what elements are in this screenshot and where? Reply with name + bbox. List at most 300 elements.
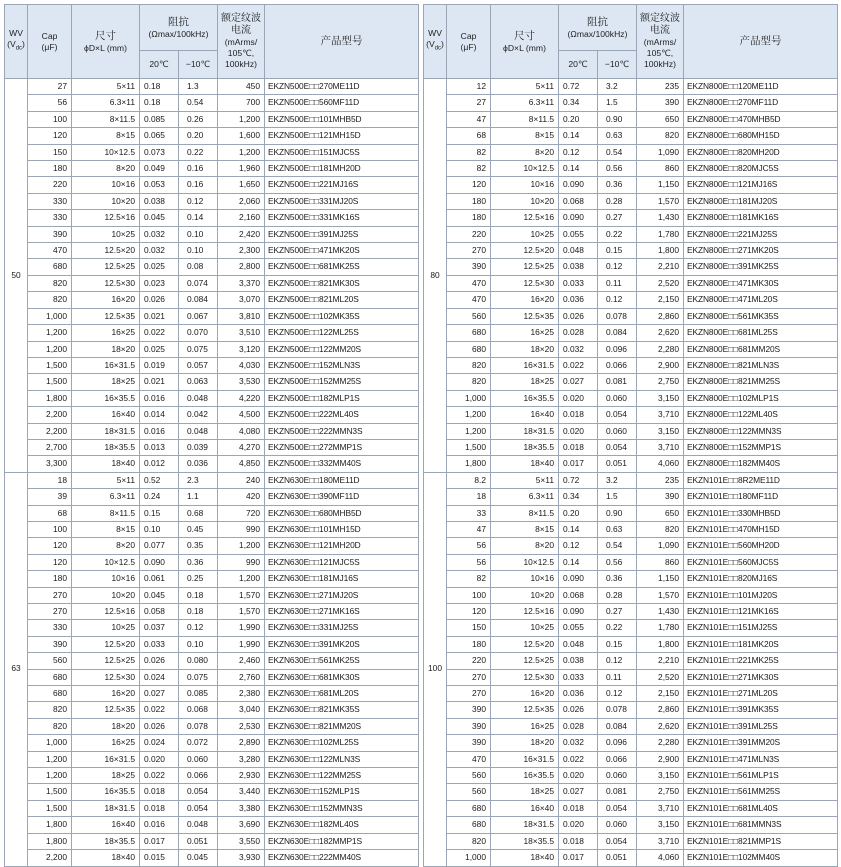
table-row — [5, 636, 419, 652]
part-number-cell: EKZN500E□□821MK30S — [265, 275, 419, 291]
part-number-cell: EKZN101E□□8R2ME11D — [684, 472, 838, 488]
ripple-cell: 4,080 — [218, 423, 265, 439]
ripple-cell: 2,750 — [637, 784, 684, 800]
ripple-cell: 2,750 — [637, 374, 684, 390]
table-row — [5, 325, 419, 341]
cap-cell: 1,200 — [28, 341, 72, 357]
cap-cell: 1,500 — [28, 800, 72, 816]
cap-cell: 1,000 — [447, 390, 491, 406]
header-imp-minus10c-label: −10℃ — [185, 59, 211, 69]
imp-minus10c-cell: 0.070 — [179, 325, 218, 341]
cap-cell: 27 — [447, 95, 491, 111]
cap-cell: 1,000 — [28, 735, 72, 751]
imp-20c-cell: 0.18 — [140, 79, 179, 95]
header-part-number — [265, 5, 419, 79]
table-row — [5, 718, 419, 734]
part-number-cell: EKZN630E□□271MK16S — [265, 604, 419, 620]
table-row — [424, 243, 838, 259]
imp-20c-cell: 0.018 — [559, 439, 598, 455]
imp-minus10c-cell: 0.039 — [179, 439, 218, 455]
header-cap — [28, 5, 72, 79]
part-number-cell: EKZN800E□□471ML20S — [684, 292, 838, 308]
cap-cell: 820 — [28, 718, 72, 734]
part-number-cell: EKZN500E□□391MJ25S — [265, 226, 419, 242]
size-cell: 8×15 — [72, 128, 140, 144]
ripple-cell: 3,530 — [218, 374, 265, 390]
cap-cell: 820 — [28, 275, 72, 291]
header-imp-20c — [140, 51, 179, 79]
cap-cell: 1,200 — [28, 751, 72, 767]
size-cell: 10×25 — [491, 620, 559, 636]
imp-20c-cell: 0.026 — [559, 702, 598, 718]
cap-cell: 560 — [28, 653, 72, 669]
part-number-cell: EKZN630E□□122MM25S — [265, 768, 419, 784]
size-cell: 10×16 — [491, 571, 559, 587]
table-row — [424, 718, 838, 734]
imp-20c-cell: 0.18 — [140, 95, 179, 111]
imp-minus10c-cell: 0.085 — [179, 686, 218, 702]
table-row — [5, 472, 419, 488]
part-number-cell: EKZN630E□□821MK35S — [265, 702, 419, 718]
table-row — [424, 308, 838, 324]
ripple-cell: 3,150 — [637, 768, 684, 784]
imp-20c-cell: 0.033 — [140, 636, 179, 652]
part-number-cell: EKZN800E□□122MMN3S — [684, 423, 838, 439]
part-number-cell: EKZN101E□□681MMN3S — [684, 817, 838, 833]
size-cell: 18×40 — [72, 850, 140, 866]
table-row — [5, 538, 419, 554]
header-impedance-label: 阻抗 — [168, 15, 189, 28]
ripple-cell: 2,930 — [218, 768, 265, 784]
part-number-cell: EKZN630E□□561MK25S — [265, 653, 419, 669]
imp-minus10c-cell: 0.078 — [179, 718, 218, 734]
size-cell: 18×35.5 — [72, 439, 140, 455]
table-row — [424, 128, 838, 144]
cap-cell: 680 — [447, 800, 491, 816]
imp-20c-cell: 0.022 — [559, 751, 598, 767]
size-cell: 16×40 — [72, 407, 140, 423]
size-cell: 10×20 — [491, 193, 559, 209]
imp-minus10c-cell: 0.63 — [598, 521, 637, 537]
part-number-cell: EKZN101E□□470MH15D — [684, 521, 838, 537]
part-number-cell: EKZN500E□□560MF11D — [265, 95, 419, 111]
header-ripple-line3: (mArms/ — [643, 37, 677, 47]
size-cell: 8×11.5 — [491, 505, 559, 521]
ripple-cell: 2,900 — [637, 751, 684, 767]
imp-minus10c-cell: 0.066 — [598, 357, 637, 373]
part-number-cell: EKZN800E□□182MM40S — [684, 456, 838, 472]
imp-20c-cell: 0.018 — [559, 800, 598, 816]
size-cell: 8×20 — [491, 538, 559, 554]
header-size-unit: ϕD×L (mm) — [84, 42, 127, 53]
cap-cell: 1,200 — [447, 423, 491, 439]
ripple-cell: 4,850 — [218, 456, 265, 472]
ripple-cell: 3,510 — [218, 325, 265, 341]
imp-20c-cell: 0.34 — [559, 95, 598, 111]
imp-20c-cell: 0.033 — [559, 669, 598, 685]
imp-20c-cell: 0.020 — [559, 817, 598, 833]
size-cell: 16×40 — [491, 800, 559, 816]
imp-20c-cell: 0.037 — [140, 620, 179, 636]
size-cell: 18×35.5 — [491, 833, 559, 849]
ripple-cell: 2,620 — [637, 718, 684, 734]
ripple-cell: 235 — [637, 472, 684, 488]
imp-20c-cell: 0.027 — [559, 784, 598, 800]
imp-minus10c-cell: 0.081 — [598, 784, 637, 800]
part-number-cell: EKZN500E□□331MJ20S — [265, 193, 419, 209]
imp-20c-cell: 0.34 — [559, 489, 598, 505]
imp-20c-cell: 0.058 — [140, 604, 179, 620]
part-number-cell: EKZN101E□□560MH20D — [684, 538, 838, 554]
imp-minus10c-cell: 0.54 — [179, 95, 218, 111]
header-part-label: 产品型号 — [320, 35, 363, 47]
imp-20c-cell: 0.045 — [140, 210, 179, 226]
imp-minus10c-cell: 0.054 — [179, 784, 218, 800]
size-cell: 18×35.5 — [72, 833, 140, 849]
cap-cell: 68 — [28, 505, 72, 521]
size-cell: 12.5×20 — [491, 636, 559, 652]
cap-cell: 27 — [28, 79, 72, 95]
wv-group-cell: 80 — [424, 79, 447, 473]
imp-20c-cell: 0.12 — [559, 538, 598, 554]
table-row — [424, 390, 838, 406]
ripple-cell: 860 — [637, 554, 684, 570]
imp-minus10c-cell: 0.56 — [598, 554, 637, 570]
ripple-cell: 1,200 — [218, 538, 265, 554]
part-number-cell: EKZN500E□□152MLN3S — [265, 357, 419, 373]
imp-minus10c-cell: 0.36 — [179, 554, 218, 570]
cap-cell: 220 — [28, 177, 72, 193]
size-cell: 12.5×30 — [72, 275, 140, 291]
size-cell: 16×35.5 — [72, 784, 140, 800]
header-wv-label: WV — [428, 28, 442, 39]
size-cell: 18×25 — [72, 768, 140, 784]
table-row — [5, 833, 419, 849]
imp-minus10c-cell: 0.072 — [179, 735, 218, 751]
part-number-cell: EKZN800E□□122ML40S — [684, 407, 838, 423]
imp-20c-cell: 0.085 — [140, 111, 179, 127]
imp-20c-cell: 0.016 — [140, 423, 179, 439]
part-number-cell: EKZN630E□□681MK30S — [265, 669, 419, 685]
table-row — [424, 79, 838, 95]
imp-20c-cell: 0.72 — [559, 79, 598, 95]
header-cap — [447, 5, 491, 79]
imp-20c-cell: 0.090 — [140, 554, 179, 570]
size-cell: 18×25 — [491, 784, 559, 800]
size-cell: 16×40 — [72, 817, 140, 833]
imp-20c-cell: 0.017 — [559, 850, 598, 866]
imp-minus10c-cell: 0.08 — [179, 259, 218, 275]
table-row — [5, 456, 419, 472]
part-number-cell: EKZN101E□□330MHB5D — [684, 505, 838, 521]
cap-cell: 820 — [447, 833, 491, 849]
header-cap-unit: (μF) — [41, 41, 58, 52]
table-row — [424, 587, 838, 603]
size-cell: 8×11.5 — [72, 111, 140, 127]
cap-cell: 3,300 — [28, 456, 72, 472]
imp-minus10c-cell: 1.5 — [598, 95, 637, 111]
imp-20c-cell: 0.061 — [140, 571, 179, 587]
header-ripple-line3: (mArms/ — [224, 37, 258, 47]
header-imp-minus10c-label: −10℃ — [604, 59, 630, 69]
imp-20c-cell: 0.10 — [140, 521, 179, 537]
imp-20c-cell: 0.14 — [559, 554, 598, 570]
header-ripple-line2: 电流 — [650, 25, 670, 36]
imp-minus10c-cell: 0.18 — [179, 587, 218, 603]
part-number-cell: EKZN630E□□152MMN3S — [265, 800, 419, 816]
cap-cell: 100 — [28, 521, 72, 537]
table-row — [424, 669, 838, 685]
ripple-cell: 4,030 — [218, 357, 265, 373]
imp-20c-cell: 0.090 — [559, 604, 598, 620]
size-cell: 12.5×30 — [72, 669, 140, 685]
imp-minus10c-cell: 0.90 — [598, 111, 637, 127]
imp-minus10c-cell: 0.11 — [598, 275, 637, 291]
ripple-cell: 990 — [218, 521, 265, 537]
table-row — [424, 472, 838, 488]
size-cell: 18×20 — [72, 341, 140, 357]
size-cell: 16×20 — [491, 292, 559, 308]
imp-minus10c-cell: 0.10 — [179, 636, 218, 652]
ripple-cell: 2,300 — [218, 243, 265, 259]
cap-cell: 1,000 — [28, 308, 72, 324]
imp-minus10c-cell: 1.3 — [179, 79, 218, 95]
table-row — [424, 259, 838, 275]
part-number-cell: EKZN500E□□272MMP1S — [265, 439, 419, 455]
ripple-cell: 2,420 — [218, 226, 265, 242]
imp-minus10c-cell: 0.12 — [598, 292, 637, 308]
cap-cell: 2,200 — [28, 423, 72, 439]
header-imp-20c-label: 20℃ — [568, 59, 588, 69]
part-number-cell: EKZN630E□□821MM20S — [265, 718, 419, 734]
header-part-number — [684, 5, 838, 79]
table-row — [424, 325, 838, 341]
imp-20c-cell: 0.014 — [140, 407, 179, 423]
cap-cell: 680 — [447, 341, 491, 357]
part-number-cell: EKZN101E□□101MJ20S — [684, 587, 838, 603]
imp-minus10c-cell: 0.54 — [598, 538, 637, 554]
header-ripple-current — [637, 5, 684, 79]
size-cell: 12.5×25 — [72, 259, 140, 275]
imp-20c-cell: 0.20 — [559, 505, 598, 521]
ripple-cell: 2,520 — [637, 275, 684, 291]
header-ripple-line5: 100kHz) — [644, 59, 676, 69]
ripple-cell: 3,550 — [218, 833, 265, 849]
ripple-cell: 4,060 — [637, 456, 684, 472]
ripple-cell: 420 — [218, 489, 265, 505]
table-row — [424, 686, 838, 702]
cap-cell: 680 — [28, 686, 72, 702]
cap-cell: 120 — [28, 538, 72, 554]
cap-cell: 270 — [447, 686, 491, 702]
part-number-cell: EKZN500E□□270ME11D — [265, 79, 419, 95]
imp-minus10c-cell: 0.12 — [598, 653, 637, 669]
table-row — [424, 636, 838, 652]
cap-cell: 180 — [28, 571, 72, 587]
imp-20c-cell: 0.018 — [140, 800, 179, 816]
imp-20c-cell: 0.026 — [140, 718, 179, 734]
part-number-cell: EKZN101E□□151MJ25S — [684, 620, 838, 636]
part-number-cell: EKZN500E□□152MM25S — [265, 374, 419, 390]
cap-cell: 680 — [447, 325, 491, 341]
size-cell: 5×11 — [491, 79, 559, 95]
table-row — [424, 768, 838, 784]
size-cell: 16×25 — [491, 325, 559, 341]
size-cell: 8×20 — [491, 144, 559, 160]
table-row — [424, 538, 838, 554]
cap-cell: 270 — [28, 604, 72, 620]
cap-cell: 18 — [28, 472, 72, 488]
ripple-cell: 3,150 — [637, 423, 684, 439]
size-cell: 16×31.5 — [491, 751, 559, 767]
size-cell: 10×12.5 — [72, 144, 140, 160]
table-row — [5, 521, 419, 537]
header-wv-unit-end: ) — [441, 39, 444, 50]
header-imp-20c — [559, 51, 598, 79]
header-size — [72, 5, 140, 79]
table-row — [5, 423, 419, 439]
header-cap-label: Cap — [460, 30, 477, 41]
cap-cell: 270 — [28, 587, 72, 603]
part-number-cell: EKZN630E□□121MH20D — [265, 538, 419, 554]
size-cell: 18×31.5 — [72, 423, 140, 439]
ripple-cell: 3,710 — [637, 800, 684, 816]
cap-cell: 150 — [28, 144, 72, 160]
size-cell: 12.5×20 — [72, 636, 140, 652]
header-wv-unit-end: ) — [22, 39, 25, 50]
imp-minus10c-cell: 0.68 — [179, 505, 218, 521]
part-number-cell: EKZN800E□□221MJ25S — [684, 226, 838, 242]
ripple-cell: 3,370 — [218, 275, 265, 291]
size-cell: 10×25 — [72, 620, 140, 636]
size-cell: 18×25 — [491, 374, 559, 390]
header-wv — [424, 5, 447, 79]
imp-20c-cell: 0.52 — [140, 472, 179, 488]
ripple-cell: 1,780 — [637, 620, 684, 636]
ripple-cell: 235 — [637, 79, 684, 95]
imp-minus10c-cell: 0.060 — [598, 423, 637, 439]
ripple-cell: 2,150 — [637, 292, 684, 308]
imp-minus10c-cell: 0.28 — [598, 587, 637, 603]
cap-cell: 100 — [447, 587, 491, 603]
cap-cell: 47 — [447, 111, 491, 127]
cap-cell: 560 — [447, 784, 491, 800]
part-number-cell: EKZN500E□□122MM20S — [265, 341, 419, 357]
table-row — [424, 850, 838, 866]
table-row — [5, 571, 419, 587]
cap-cell: 1,800 — [447, 456, 491, 472]
header-wv-unit-main: (V — [426, 39, 435, 50]
size-cell: 8×11.5 — [491, 111, 559, 127]
size-cell: 6.3×11 — [72, 489, 140, 505]
table-row — [5, 439, 419, 455]
imp-minus10c-cell: 0.15 — [598, 243, 637, 259]
cap-cell: 180 — [447, 193, 491, 209]
table-row — [424, 341, 838, 357]
imp-20c-cell: 0.021 — [140, 308, 179, 324]
ripple-cell: 1,800 — [637, 636, 684, 652]
ripple-cell: 1,090 — [637, 144, 684, 160]
table-row — [5, 620, 419, 636]
imp-20c-cell: 0.038 — [559, 259, 598, 275]
size-cell: 18×35.5 — [491, 439, 559, 455]
ripple-cell: 4,500 — [218, 407, 265, 423]
cap-cell: 120 — [447, 177, 491, 193]
size-cell: 12.5×20 — [72, 243, 140, 259]
wv-group-cell: 50 — [5, 79, 28, 473]
imp-20c-cell: 0.14 — [559, 521, 598, 537]
cap-cell: 680 — [28, 669, 72, 685]
imp-minus10c-cell: 0.12 — [598, 686, 637, 702]
part-number-cell: EKZN101E□□681ML40S — [684, 800, 838, 816]
imp-20c-cell: 0.026 — [140, 292, 179, 308]
size-cell: 16×40 — [491, 407, 559, 423]
header-part-label: 产品型号 — [739, 35, 782, 47]
size-cell: 6.3×11 — [491, 489, 559, 505]
part-number-cell: EKZN800E□□820MH20D — [684, 144, 838, 160]
ripple-cell: 4,220 — [218, 390, 265, 406]
table-row — [424, 817, 838, 833]
cap-cell: 390 — [28, 226, 72, 242]
table-row — [5, 702, 419, 718]
imp-minus10c-cell: 1.1 — [179, 489, 218, 505]
size-cell: 12.5×30 — [491, 275, 559, 291]
part-number-cell: EKZN101E□□181MK20S — [684, 636, 838, 652]
imp-minus10c-cell: 0.068 — [179, 702, 218, 718]
size-cell: 18×40 — [491, 850, 559, 866]
table-row — [424, 374, 838, 390]
imp-20c-cell: 0.055 — [559, 620, 598, 636]
imp-20c-cell: 0.018 — [559, 407, 598, 423]
size-cell: 5×11 — [72, 472, 140, 488]
ripple-cell: 3,930 — [218, 850, 265, 866]
cap-cell: 33 — [447, 505, 491, 521]
part-number-cell: EKZN630E□□331MJ25S — [265, 620, 419, 636]
part-number-cell: EKZN101E□□471MLN3S — [684, 751, 838, 767]
imp-20c-cell: 0.017 — [140, 833, 179, 849]
size-cell: 18×31.5 — [491, 817, 559, 833]
table-row — [5, 308, 419, 324]
imp-minus10c-cell: 0.080 — [179, 653, 218, 669]
ripple-cell: 1,090 — [637, 538, 684, 554]
ripple-cell: 1,200 — [218, 111, 265, 127]
imp-20c-cell: 0.012 — [140, 456, 179, 472]
imp-20c-cell: 0.025 — [140, 259, 179, 275]
table-row — [424, 210, 838, 226]
imp-20c-cell: 0.032 — [559, 341, 598, 357]
imp-20c-cell: 0.032 — [140, 243, 179, 259]
table-row — [5, 505, 419, 521]
table-row — [424, 489, 838, 505]
ripple-cell: 2,860 — [637, 308, 684, 324]
imp-minus10c-cell: 0.051 — [598, 850, 637, 866]
table-row — [5, 817, 419, 833]
table-row — [5, 686, 419, 702]
imp-minus10c-cell: 0.048 — [179, 817, 218, 833]
imp-20c-cell: 0.073 — [140, 144, 179, 160]
table-row — [424, 456, 838, 472]
header-cap-label: Cap — [41, 30, 58, 41]
imp-minus10c-cell: 0.16 — [179, 177, 218, 193]
header-wv-unit-sub: dc — [434, 45, 442, 52]
cap-cell: 1,500 — [28, 374, 72, 390]
spec-table-left — [4, 4, 419, 867]
ripple-cell: 3,710 — [637, 439, 684, 455]
ripple-cell: 990 — [218, 554, 265, 570]
part-number-cell: EKZN630E□□680MHB5D — [265, 505, 419, 521]
size-cell: 16×35.5 — [491, 768, 559, 784]
imp-20c-cell: 0.033 — [559, 275, 598, 291]
